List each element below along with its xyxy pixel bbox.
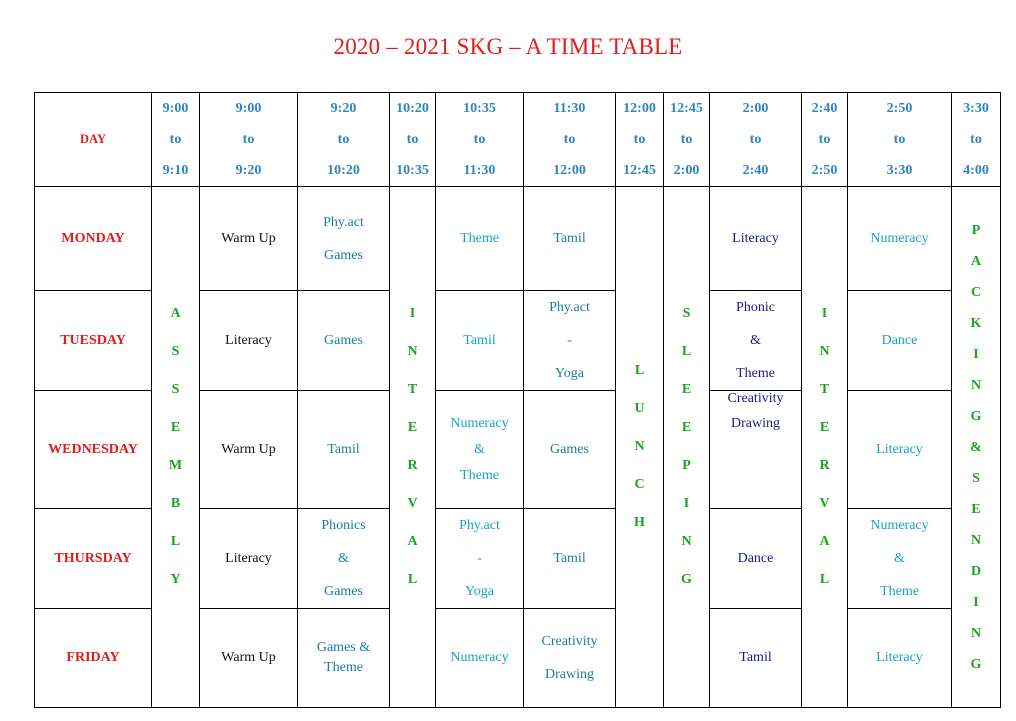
cell: Literacy (848, 391, 952, 509)
cell: Numeracy & Theme (848, 509, 952, 609)
cell: Games & Theme (298, 609, 390, 708)
time-slot-header: 12:00 to 12:45 (616, 93, 664, 187)
cell: Tamil (710, 609, 802, 708)
cell: Literacy (200, 509, 298, 609)
time-slot-header: 3:30 to 4:00 (952, 93, 1001, 187)
time-slot-header: 9:00 to 9:20 (200, 93, 298, 187)
lunch-column: L U N C H (616, 187, 664, 708)
cell: Numeracy (436, 609, 524, 708)
cell: Numeracy & Theme (436, 391, 524, 509)
cell: Tamil (298, 391, 390, 509)
cell: Games (298, 291, 390, 391)
cell: Phonic & Theme (710, 291, 802, 391)
assembly-column: A S S E M B L Y (152, 187, 200, 708)
cell: Literacy (200, 291, 298, 391)
day-wednesday: WEDNESDAY (35, 391, 152, 509)
cell: Phonics & Games (298, 509, 390, 609)
time-slot-header: 10:20 to 10:35 (390, 93, 436, 187)
time-slot-header: 2:00 to 2:40 (710, 93, 802, 187)
cell: Tamil (524, 187, 616, 291)
cell: Literacy (848, 609, 952, 708)
cell: Numeracy (848, 187, 952, 291)
day-friday: FRIDAY (35, 609, 152, 708)
cell: Tamil (436, 291, 524, 391)
time-slot-header: 2:50 to 3:30 (848, 93, 952, 187)
cell: Phy.act - Yoga (524, 291, 616, 391)
time-slot-header: 2:40 to 2:50 (802, 93, 848, 187)
header-row (35, 93, 1001, 187)
cell: Phy.act Games (298, 187, 390, 291)
packing-sending-column: P A C K I N G & S E N D I N G (952, 187, 1001, 708)
cell: Phy.act - Yoga (436, 509, 524, 609)
time-slot-header: 12:45 to 2:00 (664, 93, 710, 187)
cell: Creativity Drawing (710, 391, 802, 509)
time-slot-header: 11:30 to 12:00 (524, 93, 616, 187)
cell: Warm Up (200, 187, 298, 291)
cell: Warm Up (200, 391, 298, 509)
timetable (34, 92, 1001, 708)
row-monday (35, 187, 1001, 291)
sleeping-column: S L E E P I N G (664, 187, 710, 708)
cell: Creativity Drawing (524, 609, 616, 708)
interval-column-1: I N T E R V A L (390, 187, 436, 708)
day-thursday: THURSDAY (35, 509, 152, 609)
day-header: DAY (35, 93, 152, 187)
cell: Theme (436, 187, 524, 291)
time-slot-header: 9:00 to 9:10 (152, 93, 200, 187)
time-slot-header: 10:35 to 11:30 (436, 93, 524, 187)
cell: Literacy (710, 187, 802, 291)
day-tuesday: TUESDAY (35, 291, 152, 391)
cell: Games (524, 391, 616, 509)
cell: Warm Up (200, 609, 298, 708)
time-slot-header: 9:20 to 10:20 (298, 93, 390, 187)
cell: Tamil (524, 509, 616, 609)
interval-column-2: I N T E R V A L (802, 187, 848, 708)
cell: Dance (848, 291, 952, 391)
page-title: 2020 – 2021 SKG – A TIME TABLE (333, 34, 683, 59)
cell: Dance (710, 509, 802, 609)
day-monday: MONDAY (35, 187, 152, 291)
